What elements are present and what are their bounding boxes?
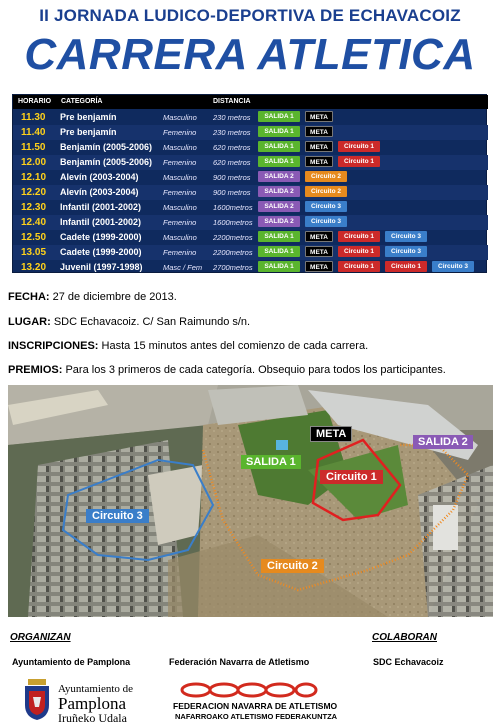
pamplona-coat-of-arms-icon	[22, 679, 52, 721]
row-time: 11.40	[21, 127, 46, 138]
pamplona-logo-line2: Pamplona	[58, 694, 126, 713]
row-gender: Femenino	[163, 188, 197, 197]
schedule-row	[13, 230, 488, 245]
lugar-value: SDC Echavacoiz. C/ San Raimundo s/n.	[53, 316, 251, 328]
row-gender: Femenino	[163, 248, 197, 257]
tag-salida2: SALIDA 2	[258, 201, 300, 212]
row-gender: Masculino	[163, 113, 197, 122]
row-category: Cadete (1999-2000)	[60, 247, 142, 257]
row-distance: 900 metros	[213, 188, 251, 197]
row-category: Alevín (2003-2004)	[60, 187, 139, 197]
organizan-heading: ORGANIZAN	[10, 632, 71, 643]
event-title: CARRERA ATLETICA	[24, 30, 476, 79]
tag-salida1: SALIDA 1	[258, 231, 300, 242]
map-label-circuito3: Circuito 3	[86, 509, 149, 523]
tag-meta: META	[305, 111, 333, 122]
tag-circuito3: Circuito 3	[432, 261, 474, 272]
tag-salida2: SALIDA 2	[258, 216, 300, 227]
schedule-row	[13, 125, 488, 140]
row-time: 12.30	[21, 202, 47, 213]
tag-salida1: SALIDA 1	[258, 261, 300, 272]
tag-circuito2: Circuito 2	[305, 171, 347, 182]
row-gender: Masculino	[163, 173, 197, 182]
row-time: 11.30	[21, 112, 46, 123]
schedule-row	[13, 185, 488, 200]
row-time: 11.50	[21, 142, 46, 153]
info-fecha	[8, 291, 177, 303]
route-map	[8, 385, 493, 617]
event-subtitle: II JORNADA LUDICO-DEPORTIVA DE ECHAVACOIZ	[39, 6, 461, 25]
schedule-row	[13, 110, 488, 125]
schedule-row	[13, 200, 488, 215]
map-label-salida1: SALIDA 1	[241, 455, 301, 469]
row-gender: Femenino	[163, 128, 197, 137]
col-categoria: CATEGORÍA	[61, 98, 103, 105]
row-distance: 2200metros	[213, 233, 253, 242]
pamplona-logo-line1: Ayuntamiento de	[58, 683, 134, 695]
tag-circuito3: Circuito 3	[385, 231, 427, 242]
tag-salida2: SALIDA 2	[258, 171, 300, 182]
tag-salida1: SALIDA 1	[258, 141, 300, 152]
row-time: 12.00	[21, 157, 47, 168]
fna-logo-line1: FEDERACION NAVARRA DE ATLETISMO	[173, 701, 338, 711]
pamplona-logo-line3: Iruñeko Udala	[58, 711, 127, 725]
schedule-row	[13, 215, 488, 230]
info-inscripciones	[8, 340, 368, 352]
row-time: 13.20	[21, 262, 47, 273]
row-gender: Masc / Fem	[163, 263, 203, 272]
tag-meta: META	[305, 261, 333, 272]
row-distance: 2700metros	[213, 263, 253, 272]
tag-salida2: SALIDA 2	[258, 186, 300, 197]
col-distancia: DISTANCIA	[213, 98, 251, 105]
tag-circuito3: Circuito 3	[305, 201, 347, 212]
map-label-salida2: SALIDA 2	[413, 435, 473, 449]
tag-salida1: SALIDA 1	[258, 111, 300, 122]
tag-circuito1: Circuito 1	[338, 231, 380, 242]
schedule-row	[13, 260, 488, 275]
row-category: Pre benjamín	[60, 112, 117, 122]
row-time: 13.05	[21, 247, 47, 258]
map-label-circuito1: Circuito 1	[320, 470, 383, 484]
row-gender: Masculino	[163, 203, 197, 212]
tag-circuito3: Circuito 3	[385, 246, 427, 257]
schedule-row	[13, 140, 488, 155]
row-gender: Masculino	[163, 143, 197, 152]
tag-meta: META	[305, 156, 333, 167]
tag-meta: META	[305, 246, 333, 257]
row-category: Cadete (1999-2000)	[60, 232, 142, 242]
colaboran-heading: COLABORAN	[372, 632, 437, 643]
tag-circuito2: Circuito 2	[305, 186, 347, 197]
row-category: Benjamín (2005-2006)	[60, 157, 153, 167]
row-distance: 620 metros	[213, 143, 251, 152]
collaborator-sdc: SDC Echavacoiz	[373, 657, 444, 667]
schedule-header	[13, 95, 488, 109]
fecha-value: 27 de diciembre de 2013.	[52, 291, 177, 303]
row-distance: 2200metros	[213, 248, 253, 257]
tag-circuito3: Circuito 3	[305, 216, 347, 227]
premios-label: PREMIOS:	[8, 364, 63, 376]
row-time: 12.10	[21, 172, 47, 183]
tag-meta: META	[305, 141, 333, 152]
map-label-meta: META	[310, 426, 352, 442]
row-category: Alevín (2003-2004)	[60, 172, 139, 182]
tag-salida1: SALIDA 1	[258, 246, 300, 257]
fna-logo-line2: NAFARROAKO ATLETISMO FEDERAKUNTZA	[175, 712, 338, 721]
tag-circuito1: Circuito 1	[385, 261, 427, 272]
premios-value: Para los 3 primeros de cada categoría. Obsequio para todos los participantes.	[65, 364, 446, 376]
tag-circuito1: Circuito 1	[338, 156, 380, 167]
row-distance: 230 metros	[213, 128, 251, 137]
fna-rings-logo-icon	[178, 681, 318, 699]
schedule-table	[12, 94, 487, 273]
row-category: Benjamín (2005-2006)	[60, 142, 153, 152]
row-gender: Femenino	[163, 158, 197, 167]
row-distance: 620 metros	[213, 158, 251, 167]
row-distance: 230 metros	[213, 113, 251, 122]
info-premios	[8, 364, 446, 376]
organizer-federacion: Federación Navarra de Atletismo	[169, 657, 310, 667]
row-gender: Femenino	[163, 218, 197, 227]
tag-meta: META	[305, 231, 333, 242]
row-category: Pre benjamín	[60, 127, 117, 137]
schedule-row	[13, 245, 488, 260]
info-lugar	[8, 316, 250, 328]
inscripciones-value: Hasta 15 minutos antes del comienzo de cada carrera.	[101, 340, 369, 352]
schedule-row	[13, 170, 488, 185]
tag-circuito1: Circuito 1	[338, 261, 380, 272]
fecha-label: FECHA:	[8, 291, 50, 303]
organizer-ayuntamiento: Ayuntamiento de Pamplona	[12, 657, 131, 667]
schedule-row	[13, 155, 488, 170]
aerial-photo	[8, 385, 493, 617]
col-horario: HORARIO	[18, 98, 52, 105]
row-distance: 900 metros	[213, 173, 251, 182]
row-category: Infantil (2001-2002)	[60, 202, 142, 212]
row-gender: Masculino	[163, 233, 197, 242]
row-distance: 1600metros	[213, 203, 253, 212]
tag-salida1: SALIDA 1	[258, 156, 300, 167]
row-category: Infantil (2001-2002)	[60, 217, 142, 227]
lugar-label: LUGAR:	[8, 316, 51, 328]
row-distance: 1600metros	[213, 218, 253, 227]
row-time: 12.50	[21, 232, 47, 243]
row-category: Juvenil (1997-1998)	[60, 262, 143, 272]
tag-salida1: SALIDA 1	[258, 126, 300, 137]
tag-circuito1: Circuito 1	[338, 141, 380, 152]
tag-meta: META	[305, 126, 333, 137]
tag-circuito1: Circuito 1	[338, 246, 380, 257]
map-label-circuito2: Circuito 2	[261, 559, 324, 573]
inscripciones-label: INSCRIPCIONES:	[8, 340, 99, 352]
row-time: 12.40	[21, 217, 47, 228]
row-time: 12.20	[21, 187, 47, 198]
